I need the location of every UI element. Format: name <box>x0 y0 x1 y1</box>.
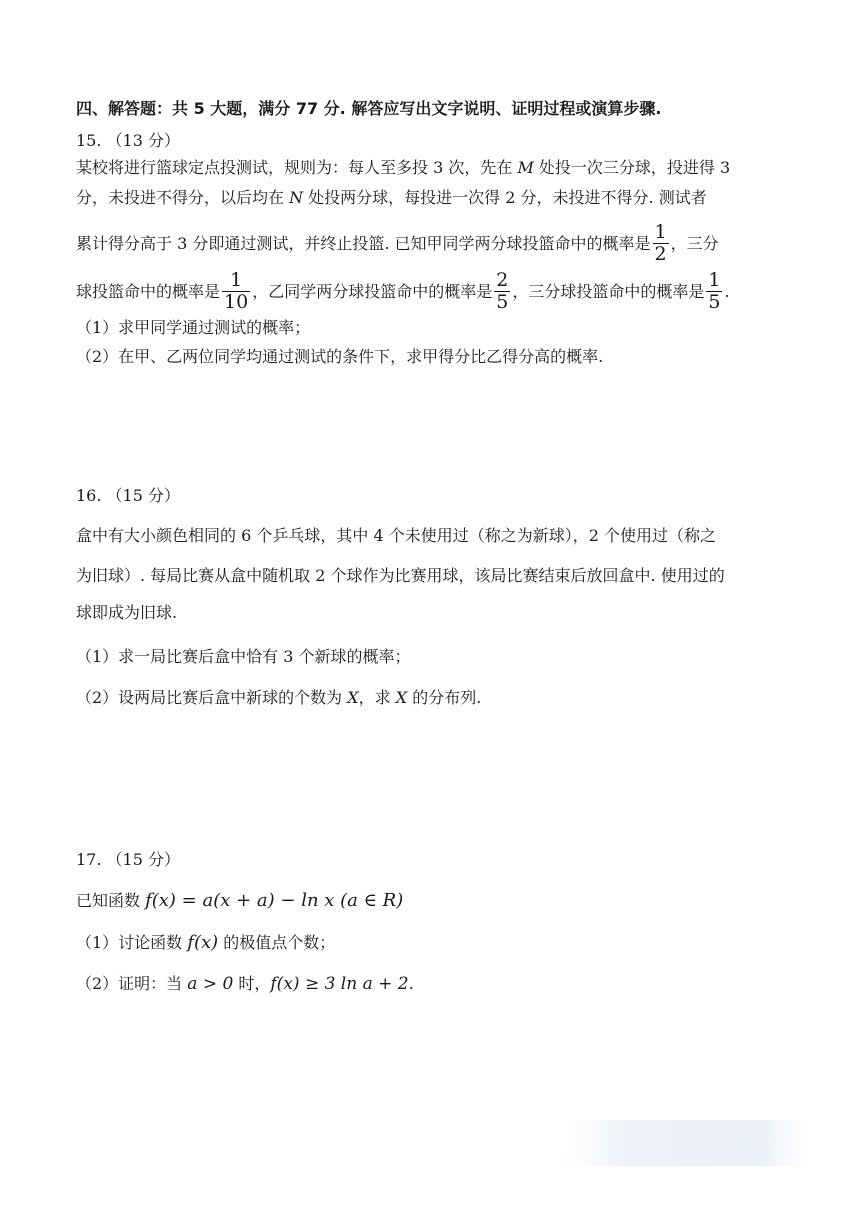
q15-text: ，三分球投篮命中的概率是 <box>512 281 705 301</box>
fraction-two-fifths <box>494 271 510 313</box>
q16-text: 的分布列. <box>407 688 482 707</box>
fraction-one-fifth <box>706 271 722 313</box>
q15-text: 处投两分球，每投进一次得 2 分，未投进不得分. 测试者 <box>303 188 707 207</box>
q15-number: 15. （13 分） <box>76 131 180 150</box>
q15-text: 某校将进行篮球定点投测试，规则为：每人至多投 3 次，先在 <box>76 158 518 177</box>
fraction-denominator: 5 <box>708 290 721 313</box>
q17-text: （2）证明：当 <box>76 974 188 993</box>
q15-text: ，三分 <box>670 233 719 253</box>
q17-part2 <box>76 976 800 993</box>
point-m: M <box>517 158 534 177</box>
q15-line3 <box>76 223 800 265</box>
fraction-numerator: 1 <box>708 269 721 291</box>
fraction-denominator: 2 <box>654 242 667 265</box>
q16-line3: 球即成为旧球. <box>76 603 178 622</box>
q15-text: ，乙同学两分球投篮命中的概率是 <box>252 281 493 301</box>
q16-text: （2）设两局比赛后盒中新球的个数为 <box>76 688 348 707</box>
q16-text: ，求 <box>358 688 396 707</box>
function-definition: f(x) = a(x + a) − ln x (a ∈ R) <box>145 890 404 911</box>
fraction-numerator: 1 <box>654 221 667 243</box>
q15-text: 分，未投进不得分，以后均在 <box>76 188 290 207</box>
q17-number: 17. （15 分） <box>76 850 180 869</box>
q17-text: 已知函数 <box>76 891 146 910</box>
q15-line4 <box>76 271 800 313</box>
function-name: f(x) <box>187 932 219 953</box>
q15-text: 处投一次三分球，投进得 3 <box>533 158 731 177</box>
q17-text: 时， <box>233 974 271 993</box>
q16-part1: （1）求一局比赛后盒中恰有 3 个新球的概率； <box>76 647 411 666</box>
fraction-denominator: 10 <box>224 290 249 313</box>
q15-line1 <box>76 160 800 176</box>
fraction-numerator: 1 <box>230 269 243 291</box>
q15-line2 <box>76 190 800 206</box>
q15-text: 球投篮命中的概率是 <box>76 281 221 301</box>
q17-part1 <box>76 934 800 952</box>
scan-smudge <box>566 1120 806 1166</box>
inequality: f(x) ≥ 3 ln a + 2 <box>270 974 409 994</box>
section-heading: 四、解答题：共 5 大题，满分 77 分. 解答应写出文字说明、证明过程或演算步骤. <box>76 99 662 118</box>
condition: a > 0 <box>187 974 234 994</box>
point-n: N <box>289 188 304 207</box>
q15-part1: （1）求甲同学通过测试的概率； <box>76 318 311 337</box>
q16-number: 16. （15 分） <box>76 486 180 505</box>
fraction-denominator: 5 <box>496 290 509 313</box>
variable-x: X <box>395 688 408 707</box>
fraction-one-half <box>653 223 669 265</box>
q17-text: 的极值点个数； <box>218 933 336 952</box>
q17-text: . <box>408 974 414 993</box>
q17-intro <box>76 892 800 910</box>
q16-part2 <box>76 690 800 706</box>
q16-line1: 盒中有大小颜色相同的 6 个乒乓球，其中 4 个未使用过（称之为新球），2 个使用过（称之 <box>76 526 716 545</box>
q15-part2: （2）在甲、乙两位同学均通过测试的条件下，求甲得分比乙得分高的概率. <box>76 347 604 366</box>
fraction-numerator: 2 <box>496 269 509 291</box>
q17-text: （1）讨论函数 <box>76 933 188 952</box>
variable-x: X <box>347 688 359 707</box>
q16-line2: 为旧球）. 每局比赛从盒中随机取 2 个球作为比赛用球，该局比赛结束后放回盒中. 使用过的 <box>76 566 725 585</box>
q15-text: . <box>724 281 730 301</box>
fraction-one-tenth <box>222 271 250 313</box>
q15-text: 累计得分高于 3 分即通过测试，并终止投篮. 已知甲同学两分球投篮命中的概率是 <box>76 233 651 253</box>
